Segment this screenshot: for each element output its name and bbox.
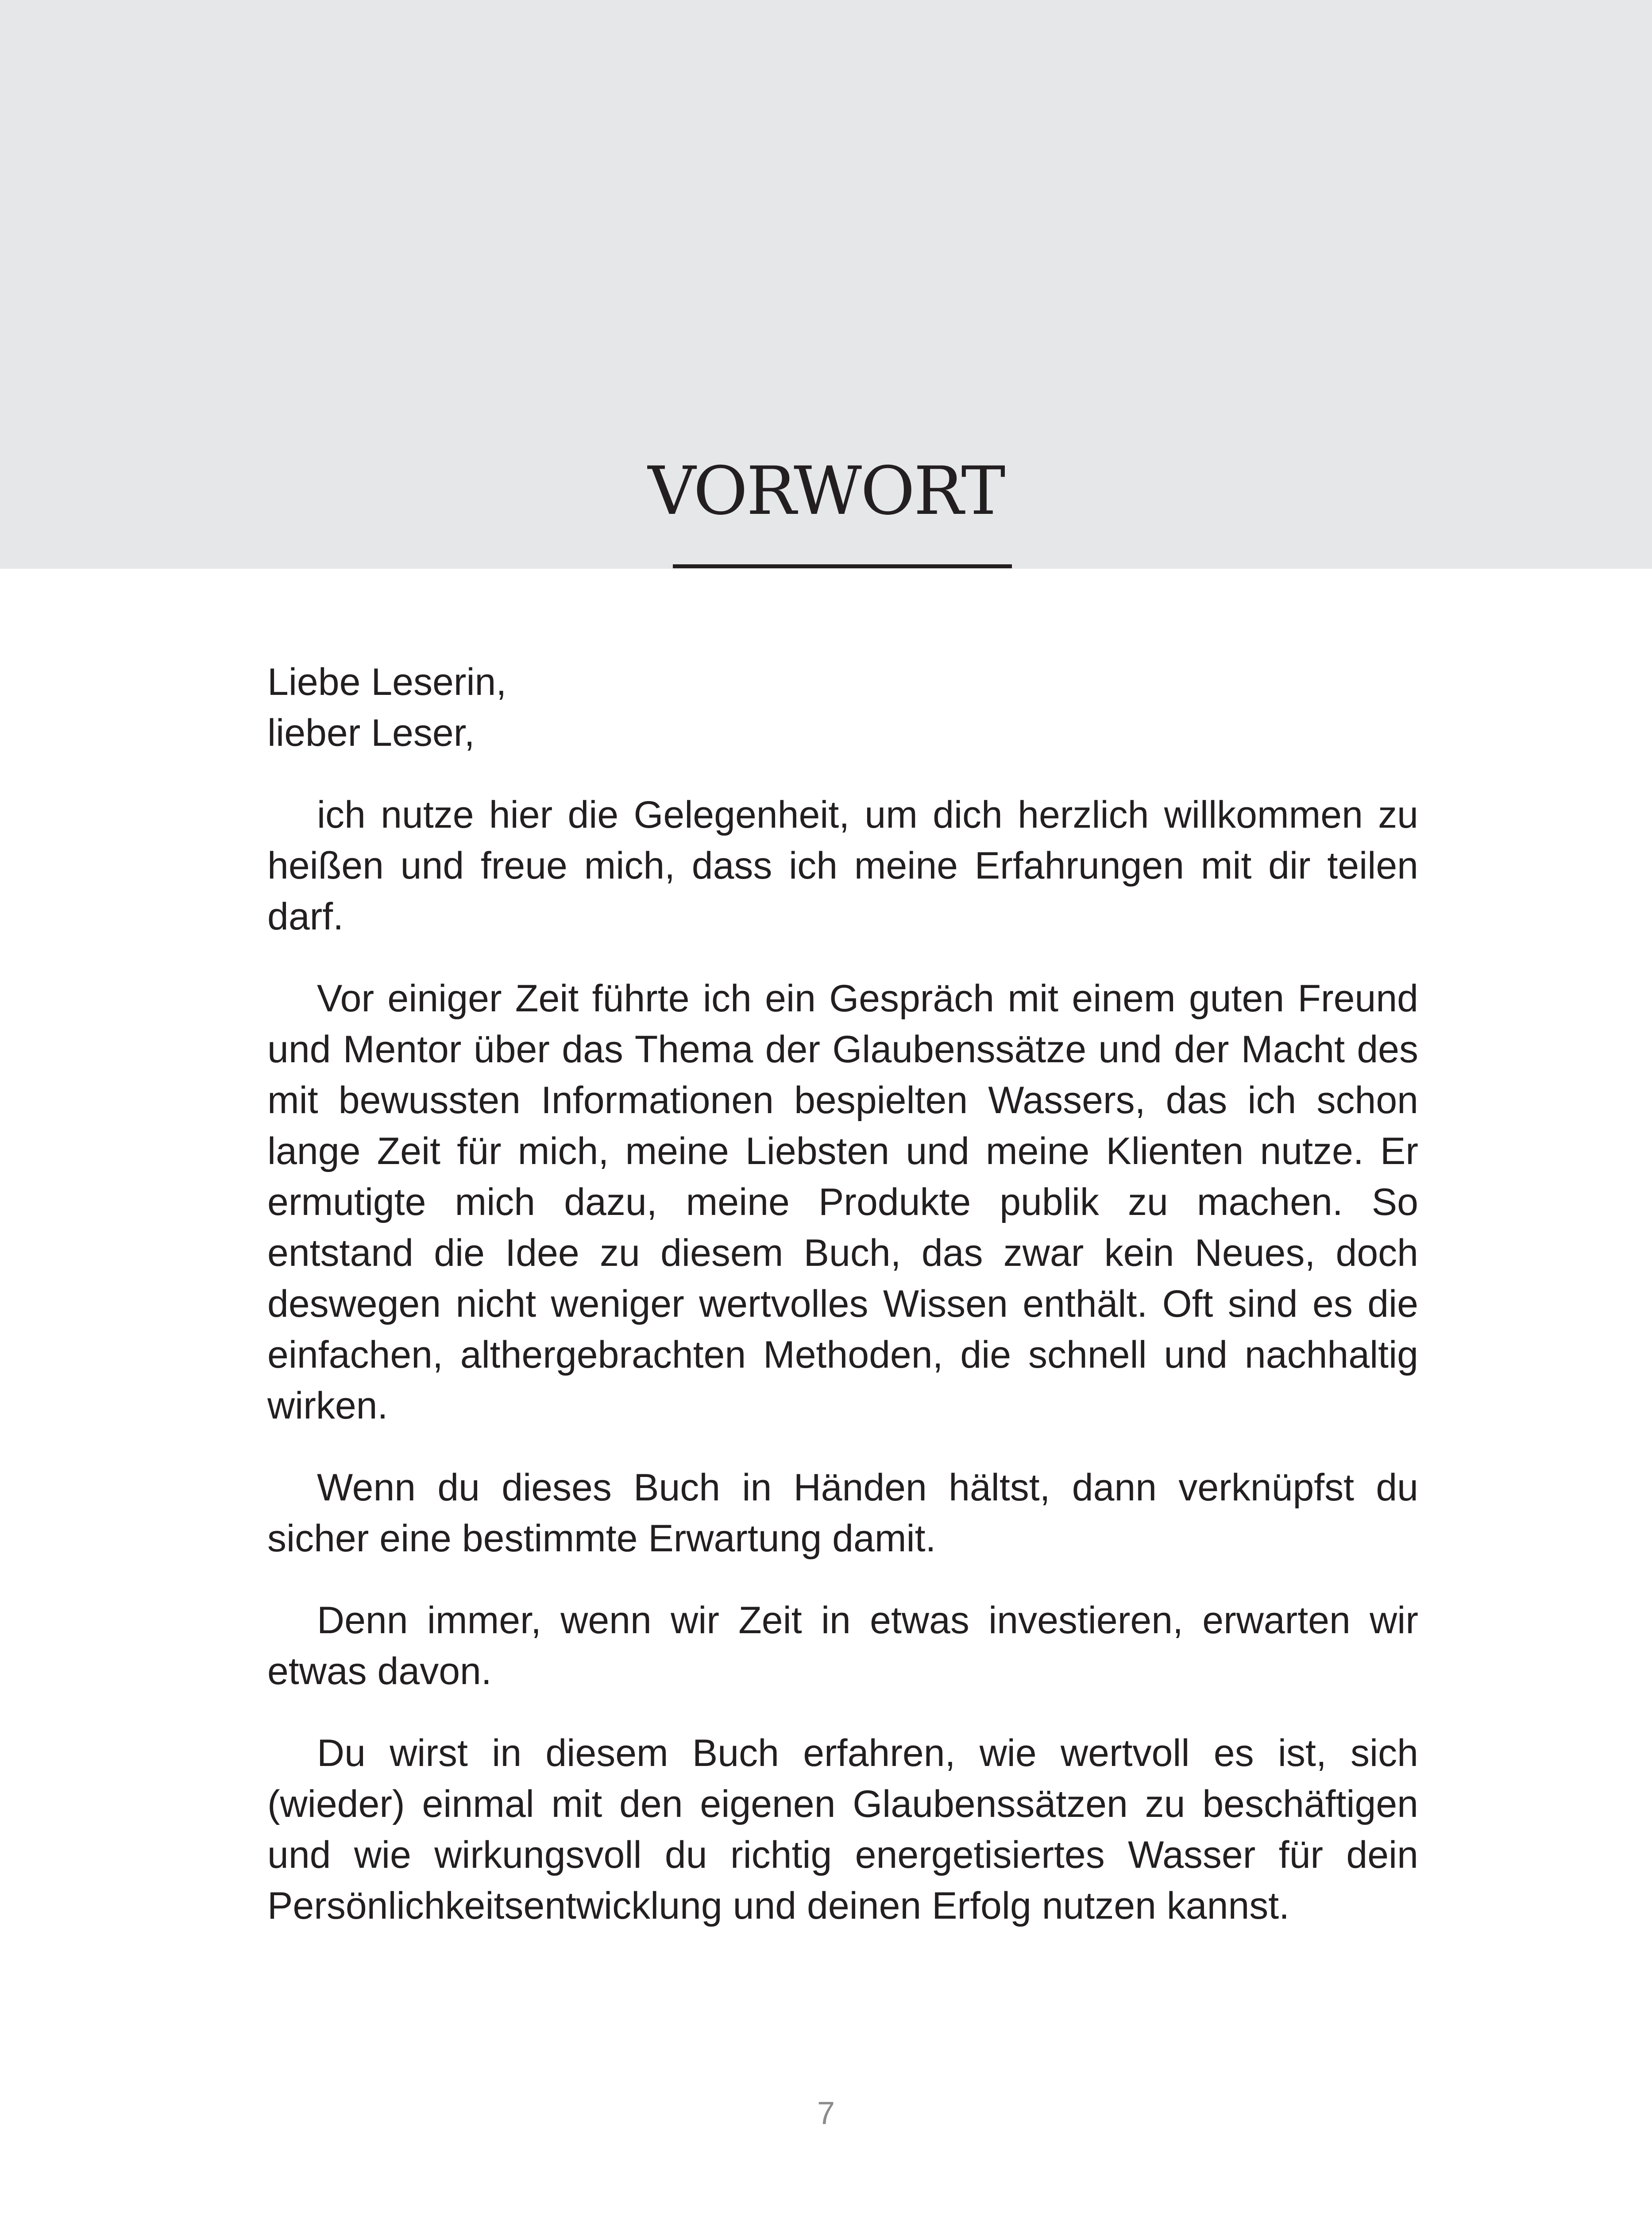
paragraph-welcome: ich nutze hier die Gelegenheit, um dich herzlich willkommen zu heißen und freue mich, dass ich meine Erfahrungen mit dir teilen darf. (267, 794, 1418, 938)
paragraph-investment: Denn immer, wenn wir Zeit in etwas investieren, erwarten wir etwas davon. (267, 1599, 1418, 1693)
page-number: 7 (817, 2096, 835, 2131)
paragraph-outlook: Du wirst in diesem Buch erfahren, wie wertvoll es ist, sich (wieder) einmal mit den eigenen Glaubenssätzen zu beschäftigen und wie wirkungsvoll du richtig energetisiertes Wasser für dein Persönlichkeitsentwicklung und deinen Erfolg nutzen kannst. (267, 1732, 1418, 1927)
title-underline (673, 564, 1012, 568)
chapter-title: VORWORT (648, 453, 1004, 530)
salutation-line-1: Liebe Leserin, (267, 661, 507, 703)
paragraph-expectation: Wenn du dieses Buch in Händen hältst, dann verknüpfst du sicher eine bestimmte Erwartung damit. (267, 1466, 1418, 1560)
salutation-line-2: lieber Leser, (267, 712, 475, 754)
foreword-body (267, 657, 1418, 1962)
paragraph-origin: Vor einiger Zeit führte ich ein Gespräch mit einem guten Freund und Mentor über das Thema der Glaubenssätze und der Macht des mit bewussten Informationen bespielten Wassers, das ich schon lange Zeit für mich, meine Liebsten und meine Klienten nutze. Er ermutigte mich dazu, meine Produkte publik zu machen. So entstand die Idee zu diesem Buch, das zwar kein Neues, doch deswegen nicht weniger wertvolles Wissen enthält. Oft sind es die einfachen, althergebrachten Methoden, die schnell und nachhaltig wirken. (267, 977, 1418, 1427)
salutation (267, 657, 1418, 759)
